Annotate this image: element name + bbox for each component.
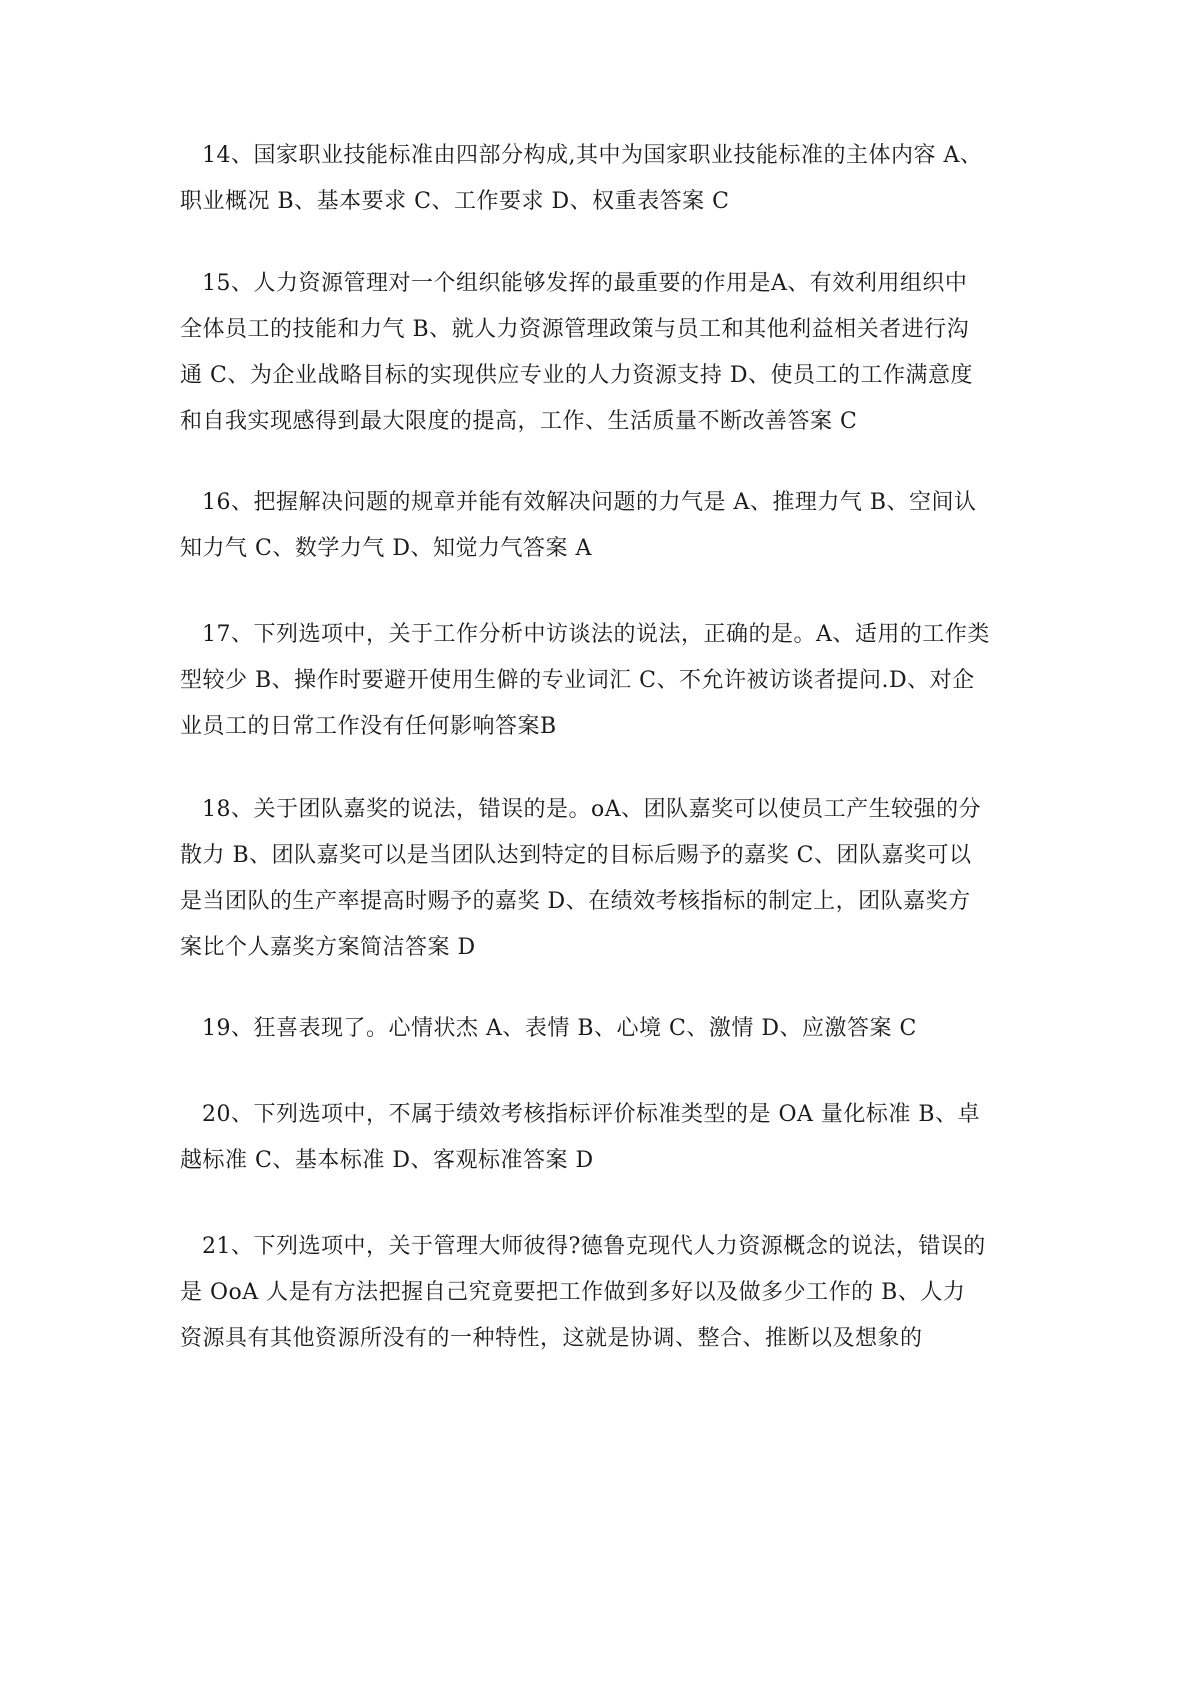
question-line: 资源具有其他资源所没有的一种特性，这就是协调、整合、推断以及想象的 — [180, 1326, 923, 1351]
question-line: 是当团队的生产率提高时赐予的嘉奖 D、在绩效考核指标的制定上，团队嘉奖方 — [180, 889, 971, 914]
question-line: 全体员工的技能和力气 B、就人力资源管理政策与员工和其他利益相关者进行沟 — [180, 317, 970, 342]
question-line: 案比个人嘉奖方案简洁答案 D — [180, 935, 476, 960]
question-line: 越标准 C、基本标准 D、客观标准答案 D — [180, 1148, 594, 1173]
question-line: 散力 B、团队嘉奖可以是当团队达到特定的目标后赐予的嘉奖 C、团队嘉奖可以 — [180, 843, 972, 868]
question-line: 职业概况 B、基本要求 C、工作要求 D、权重表答案 C — [180, 189, 730, 214]
question-line: 通 C、为企业战略目标的实现供应专业的人力资源支持 D、使员工的工作满意度 — [180, 363, 973, 388]
question-line: 20、下列选项中，不属于绩效考核指标评价标准类型的是 OA 量化标准 B、卓 — [202, 1102, 981, 1127]
question-19 — [180, 1006, 1020, 1052]
question-line: 21、下列选项中，关于管理大师彼得?德鲁克现代人力资源概念的说法，错误的 — [202, 1234, 986, 1259]
question-16 — [180, 480, 1020, 572]
question-line: 15、人力资源管理对一个组织能够发挥的最重要的作用是A、有效利用组织中 — [202, 271, 968, 296]
question-line: 19、狂喜表现了。心情状杰 A、表情 B、心境 C、激情 D、应激答案 C — [202, 1016, 917, 1041]
question-21 — [180, 1224, 1020, 1362]
question-18 — [180, 787, 1020, 971]
question-line: 14、国家职业技能标准由四部分构成,其中为国家职业技能标准的主体内容 A、 — [202, 143, 983, 168]
question-line: 型较少 B、操作时要避开使用生僻的专业词汇 C、不允许被访谈者提问.D、对企 — [180, 668, 975, 693]
question-line: 和自我实现感得到最大限度的提高，工作、生活质量不断改善答案 C — [180, 409, 858, 434]
question-15 — [180, 261, 1020, 445]
question-line: 17、下列选项中，关于工作分析中访谈法的说法，正确的是。A、适用的工作类 — [202, 622, 990, 647]
question-20 — [180, 1092, 1020, 1184]
question-line: 18、关于团队嘉奖的说法，错误的是。oA、团队嘉奖可以使员工产生较强的分 — [202, 797, 982, 822]
question-line: 业员工的日常工作没有任何影响答案B — [180, 714, 557, 739]
question-17 — [180, 612, 1020, 750]
question-line: 是 OoA 人是有方法把握自己究竟要把工作做到多好以及做多少工作的 B、人力 — [180, 1280, 966, 1305]
question-line: 知力气 C、数学力气 D、知觉力气答案 A — [180, 536, 592, 561]
question-14 — [180, 133, 1020, 225]
question-line: 16、把握解决问题的规章并能有效解决问题的力气是 A、推理力气 B、空间认 — [202, 490, 977, 515]
